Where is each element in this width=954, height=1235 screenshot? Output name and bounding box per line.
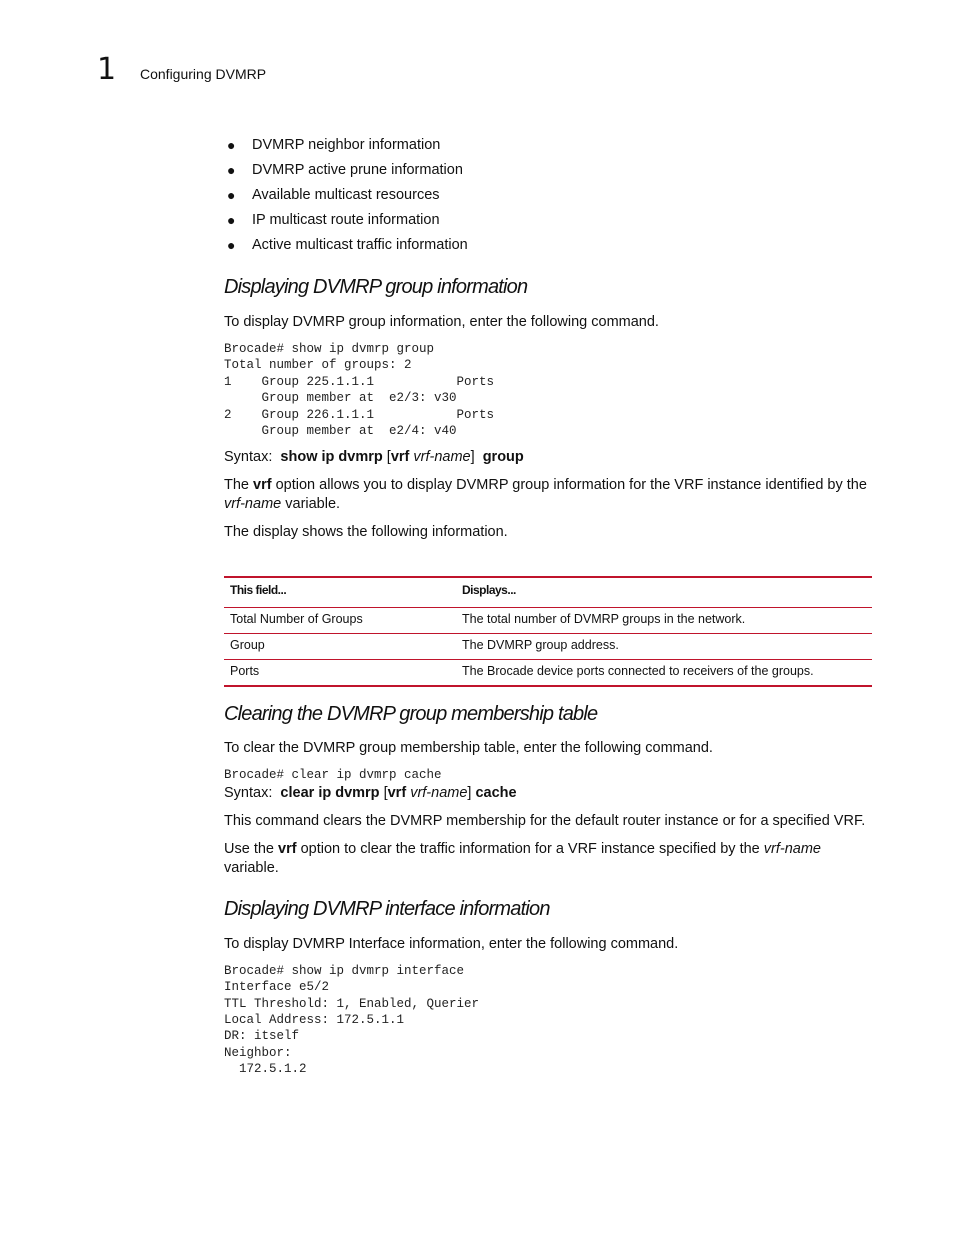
table-cell-description: The Brocade device ports connected to receivers of the groups. xyxy=(456,660,872,687)
chapter-number: 1 xyxy=(97,52,117,87)
interface-command-code: Brocade# show ip dvmrp interface Interface e5/2 TTL Threshold: 1, Enabled, Querier Local Address: 172.5.1.1 DR: itself Neighbor: 172.5.1.2 xyxy=(224,963,480,1077)
column-header-displays: Displays... xyxy=(456,577,872,608)
list-item xyxy=(224,158,874,183)
bullet-icon: ● xyxy=(227,237,236,253)
field-description-table xyxy=(224,576,872,687)
group-vrf-paragraph xyxy=(224,476,874,514)
syntax-open-bracket: [ xyxy=(383,784,388,801)
list-item-text: DVMRP neighbor information xyxy=(252,137,441,153)
table-row xyxy=(224,634,872,660)
text-segment: option allows you to display DVMRP group information for the VRF instance identified by the xyxy=(275,477,867,494)
vrf-keyword: vrf xyxy=(253,477,272,494)
text-segment: Use the xyxy=(224,840,274,857)
table-cell-description: The total number of DVMRP groups in the network. xyxy=(456,608,872,634)
syntax-tail-keyword: group xyxy=(482,449,524,466)
syntax-command: clear ip dvmrp xyxy=(280,784,380,801)
table-cell-field: Ports xyxy=(224,660,456,687)
syntax-command: show ip dvmrp xyxy=(280,449,383,466)
syntax-tail-keyword: cache xyxy=(475,784,517,801)
section-heading-clear: Clearing the DVMRP group membership table xyxy=(224,703,598,726)
syntax-close-bracket: ] xyxy=(467,784,472,801)
list-item xyxy=(224,183,874,208)
list-item-text: Available multicast resources xyxy=(252,187,440,203)
list-item-text: Active multicast traffic information xyxy=(252,237,468,253)
text-segment: option to clear the traffic information for a VRF instance specified by the xyxy=(300,840,760,857)
table-row xyxy=(224,608,872,634)
column-header-field: This field... xyxy=(224,577,456,608)
syntax-vrf-keyword: vrf xyxy=(387,784,407,801)
section-heading-group: Displaying DVMRP group information xyxy=(224,276,528,298)
syntax-label: Syntax: xyxy=(224,449,273,466)
table-header-row xyxy=(224,577,872,608)
list-item-text: DVMRP active prune information xyxy=(252,162,463,178)
bullet-icon: ● xyxy=(227,212,236,228)
vrf-name-variable: vrf-name xyxy=(224,496,282,513)
syntax-variable: vrf-name xyxy=(410,784,468,801)
clear-syntax-line xyxy=(224,784,874,803)
table-row xyxy=(224,660,872,687)
clear-vrf-paragraph xyxy=(224,840,874,878)
vrf-name-variable: vrf-name xyxy=(763,840,821,857)
syntax-variable: vrf-name xyxy=(413,449,471,466)
clear-intro-text: To clear the DVMRP group membership table, enter the following command. xyxy=(224,740,713,757)
intro-bullet-list xyxy=(224,133,874,258)
group-syntax-line xyxy=(224,448,874,467)
text-segment: variable. xyxy=(285,496,341,513)
interface-intro-text: To display DVMRP Interface information, enter the following command. xyxy=(224,935,679,952)
list-item xyxy=(224,233,874,258)
bullet-icon: ● xyxy=(227,187,236,203)
syntax-open-bracket: [ xyxy=(386,449,391,466)
table-cell-field: Total Number of Groups xyxy=(224,608,456,634)
table-cell-description: The DVMRP group address. xyxy=(456,634,872,660)
bullet-icon: ● xyxy=(227,162,236,178)
running-title: Configuring DVMRP xyxy=(140,66,267,82)
text-segment: The xyxy=(224,477,249,494)
list-item-text: IP multicast route information xyxy=(252,212,440,228)
group-command-code: Brocade# show ip dvmrp group Total number of groups: 2 1 Group 225.1.1.1 Ports Group member at e2/3: v30 2 Group 226.1.1.1 Ports Group member at e2/4: v40 xyxy=(224,342,495,439)
vrf-keyword: vrf xyxy=(278,840,297,857)
section-heading-interface: Displaying DVMRP interface information xyxy=(224,897,550,920)
text-segment: variable. xyxy=(224,859,279,876)
syntax-label: Syntax: xyxy=(224,784,273,801)
table-cell-field: Group xyxy=(224,634,456,660)
page-content xyxy=(224,133,874,1078)
group-intro-text: To display DVMRP group information, enter the following command. xyxy=(224,314,659,330)
syntax-vrf-keyword: vrf xyxy=(390,449,410,466)
bullet-icon: ● xyxy=(227,137,236,153)
clear-command-code: Brocade# clear ip dvmrp cache xyxy=(224,768,442,783)
list-item xyxy=(224,208,874,233)
syntax-close-bracket: ] xyxy=(470,449,475,466)
display-info-text: The display shows the following information. xyxy=(224,524,508,541)
list-item xyxy=(224,133,874,158)
clear-description-text: This command clears the DVMRP membership for the default router instance or for a specified VRF. xyxy=(224,812,866,829)
